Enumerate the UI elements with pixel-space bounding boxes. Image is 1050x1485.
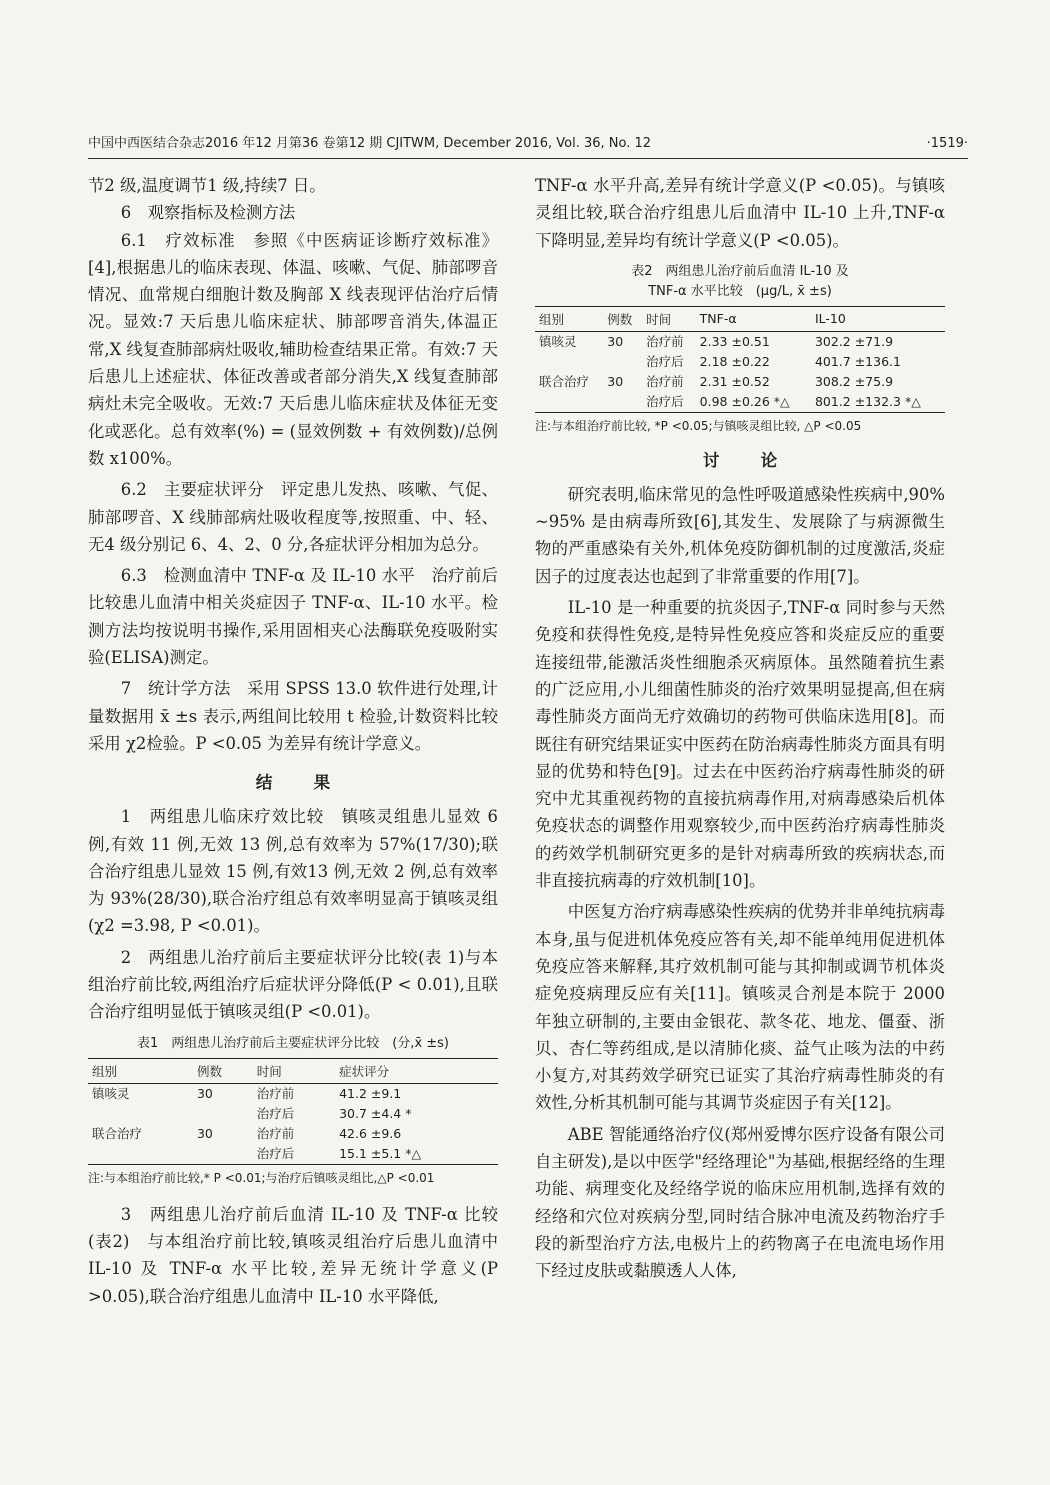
table2-caption-line2: TNF-α 水平比较 (μg/L, x̄ ±s) [648,283,832,299]
table-cell: 镇咳灵 [539,333,577,349]
table-cell: 治疗前 [256,1085,295,1101]
paragraph: 6.1 疗效标准 参照《中医病证诊断疗效标准》[4],根据患儿的临床表现、体温、咳嗽、气促、肺部啰音情况、血常规白细胞计数及胸部 X 线表现评估治疗后情况。显效:7 天后患儿临床症状、肺部啰音消失,体温正常,X 线复查肺部病灶吸收,辅助检查结果正常。有效:7 天后患儿上述症状、体征改善或者部分消失,X 线复查肺部病灶未完全吸收。无效:7 天后患儿临床症状及体征无变化或恶化。总有效率(%) = (显效例数 + 有效例数)/总例数 x100%。 [88,230,498,468]
table1-note: 注:与本组治疗前比较,* P <0.01;与治疗后镇咳灵组比,△P <0.01 [88,1170,435,1185]
table-header: TNF-α [699,311,737,327]
table-cell: 治疗后 [646,353,684,369]
table-cell: 30.7 ±4.4 * [339,1105,412,1121]
table-cell: 801.2 ±132.3 *△ [814,393,921,409]
table-header: 组别 [539,311,565,327]
paragraph: 1 两组患儿临床疗效比较 镇咳灵组患儿显效 6 例,有效 11 例,无效 13 例,总有效率为 57%(17/30);联合治疗组患儿显效 15 例,有效13 例,无效 2 例,总有效率为 93%(28/30),联合治疗组总有效率明显高于镇咳灵组(χ2 =3.98, P <0.01)。 [88,807,498,936]
table-cell: 治疗前 [256,1125,295,1141]
right-column [535,172,945,1285]
paragraph: 2 两组患儿治疗前后主要症状评分比较(表 1)与本组治疗前比较,两组治疗后症状评分降低(P < 0.01),且联合治疗组明显低于镇咳灵组(P <0.01)。 [88,947,498,1022]
table-cell: 治疗后 [256,1145,295,1161]
results-heading: 结果 [255,773,372,793]
table-cell: 401.7 ±136.1 [814,353,901,369]
table-header: 症状评分 [339,1063,390,1079]
table-cell [193,1104,253,1124]
table-cell: 2.33 ±0.51 [699,333,770,349]
paragraph: TNF-α 水平升高,差异有统计学意义(P <0.05)。与镇咳灵组比较,联合治疗组患儿后血清中 IL-10 上升,TNF-α 下降明显,差异均有统计学意义(P <0.05)。 [535,176,945,250]
table-header-row [535,306,945,331]
table-cell: 治疗后 [646,393,684,409]
table-header: 例数 [607,311,633,327]
paragraph: ABE 智能通络治疗仪(郑州爱博尔医疗设备有限公司自主研发),是以中医学"经络理论"为基础,根据经络的生理功能、病理变化及经络学说的临床应用机制,选择有效的经络和穴位对疾病分型,同时结合脉冲电流及药物治疗手段的新型治疗方法,电极片上的药物离子在电流电场作用下经过皮肤或黏膜透人人体, [535,1124,945,1281]
paragraph: 节2 级,温度调节1 级,持续7 日。 [88,176,326,195]
table-cell: 42.6 ±9.6 [339,1125,402,1141]
table-cell: 2.18 ±0.22 [699,353,770,369]
journal-citation: 中国中西医结合杂志2016 年12 月第36 卷第12 期 CJITWM, December 2016, Vol. 36, No. 12 [88,136,652,151]
table-cell: 治疗前 [646,333,684,349]
paragraph: 研究表明,临床常见的急性呼吸道感染性疾病中,90% ~95% 是由病毒所致[6],其发生、发展除了与病源微生物的严重感染有关外,机体免疫防御机制的过度激活,炎症因子的过度表达也起到了非常重要的作用[7]。 [535,484,945,586]
table-cell: 302.2 ±71.9 [814,333,894,349]
table-cell: 治疗前 [646,373,684,389]
page-number: ·1519· [926,136,968,151]
table-header: 时间 [256,1063,282,1079]
table-header-row [88,1058,498,1083]
paragraph: 6.3 检测血清中 TNF-α 及 IL-10 水平 治疗前后比较患儿血清中相关炎症因子 TNF-α、IL-10 水平。检测方法均按说明书操作,采用固相夹心法酶联免疫吸附实验(ELISA)测定。 [88,566,498,668]
paragraph: 7 统计学方法 采用 SPSS 13.0 软件进行处理,计量数据用 x̄ ±s 表示,两组间比较用 t 检验,计数资料比较采用 χ2检验。P <0.05 为差异有统计学意义。 [88,679,498,753]
table-header: IL-10 [814,311,846,327]
table-cell: 30 [607,373,624,389]
table2-caption-line1: 表2 两组患儿治疗前后血清 IL-10 及 [631,263,849,279]
table-cell [193,1144,253,1165]
table-cell: 30 [607,333,624,349]
table-cell: 30 [196,1125,213,1141]
running-header [88,132,968,159]
table-cell [88,1144,193,1165]
table-cell [603,352,642,372]
table-cell [88,1104,193,1124]
section-heading: 6 观察指标及检测方法 [120,203,296,223]
table-cell: 联合治疗 [92,1125,143,1141]
paragraph: 中医复方治疗病毒感染性疾病的优势并非单纯抗病毒本身,虽与促进机体免疫应答有关,却不能单纯用促进机体免疫应答来解释,其疗效机制可能与其抑制或调节机体炎症免疫病理反应有关[11]。镇咳灵合剂是本院于 2000 年独立研制的,主要由金银花、款冬花、地龙、僵蚕、浙贝、杏仁等药组成,是以清肺化痰、益气止咳为法的中药小复方,对其药效学研究已证实了其治疗病毒性肺炎的有效性,分析其机制可能与其调节炎症因子有关[12]。 [535,902,945,1113]
table-row [535,392,945,413]
table-row [88,1104,498,1124]
table-cell [535,352,603,372]
discussion-heading: 讨论 [702,450,819,470]
table-row [535,352,945,372]
table-row [88,1124,498,1144]
table-header: 时间 [646,311,672,327]
table-cell: 联合治疗 [539,373,590,389]
table2 [535,306,945,413]
table-cell [535,392,603,413]
table-row [535,372,945,392]
table-header: 组别 [92,1063,118,1079]
table1 [88,1058,498,1165]
table-header: 例数 [196,1063,222,1079]
table-cell: 镇咳灵 [92,1085,130,1101]
paragraph: 6.2 主要症状评分 评定患儿发热、咳嗽、气促、肺部啰音、X 线肺部病灶吸收程度等,按照重、中、轻、无4 级分别记 6、4、2、0 分,各症状评分相加为总分。 [88,480,498,554]
table-row [535,331,945,352]
table-cell: 治疗后 [256,1105,295,1121]
table-row [88,1144,498,1165]
table-cell: 41.2 ±9.1 [339,1085,402,1101]
table2-note: 注:与本组治疗前比较, *P <0.05;与镇咳灵组比较, △P <0.05 [535,418,862,433]
table-cell: 15.1 ±5.1 *△ [339,1145,422,1161]
paragraph: IL-10 是一种重要的抗炎因子,TNF-α 同时参与天然免疫和获得性免疫,是特异性免疫应答和炎症反应的重要连接纽带,能激活炎性细胞杀灭病原体。虽然随着抗生素的广泛应用,小儿细菌性肺炎的治疗效果明显提高,但在病毒性肺炎方面尚无疗效确切的药物可供临床选用[8]。而既往有研究结果证实中医药在防治病毒性肺炎方面具有明显的优势和特色[9]。过去在中医药治疗病毒性肺炎的研究中尤其重视药物的直接抗病毒作用,对病毒感染后机体免疫状态的调整作用观察较少,而中医药治疗病毒性肺炎的药效学机制研究更多的是针对病毒所致的疾病状态,而非直接抗病毒的疗效机制[10]。 [535,598,945,891]
table-cell: 2.31 ±0.52 [699,373,770,389]
table1-caption: 表1 两组患儿治疗前后主要症状评分比较 (分,x̄ ±s) [136,1035,450,1051]
table-cell: 0.98 ±0.26 *△ [699,393,790,409]
left-column [88,172,498,1310]
table-row [88,1083,498,1104]
paragraph: 3 两组患儿治疗前后血清 IL-10 及 TNF-α 比较(表2) 与本组治疗前比较,镇咳灵组治疗后患儿血清中 IL-10 及 TNF-α 水平比较,差异无统计学意义(P >0.05),联合治疗组患儿血清中 IL-10 水平降低, [88,1204,498,1306]
table-cell: 308.2 ±75.9 [814,373,894,389]
table-cell: 30 [196,1085,213,1101]
table-cell [603,392,642,413]
